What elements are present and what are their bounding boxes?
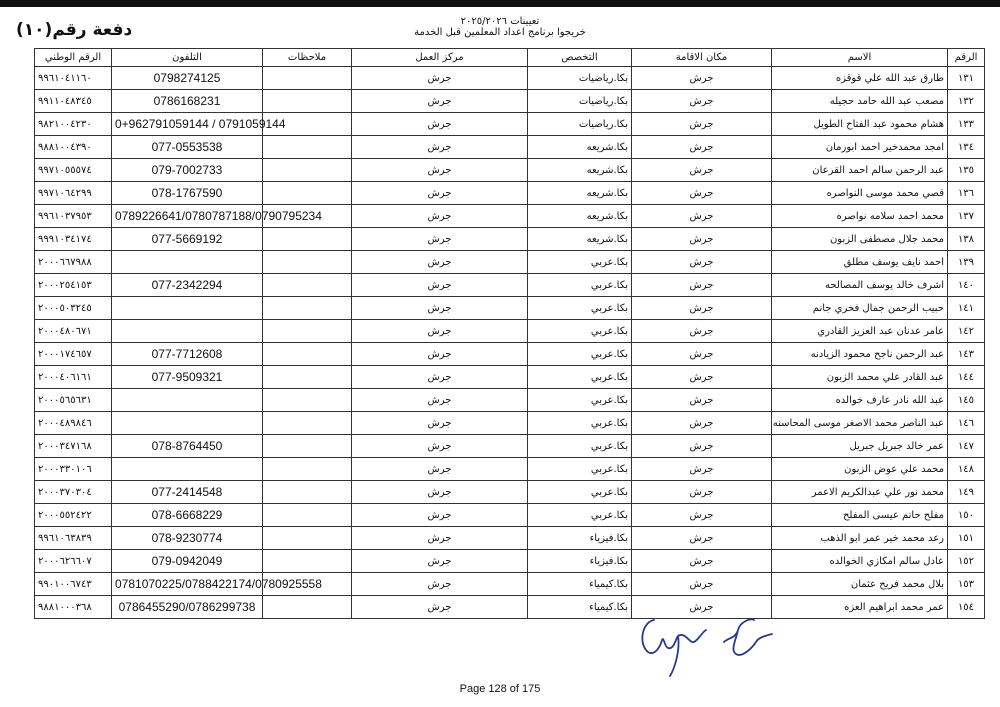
row-number: ١٥٢ (948, 550, 985, 573)
row-residence: جرش (632, 182, 772, 205)
table-row (35, 504, 985, 527)
row-specialty: بكا.عربي (528, 297, 632, 320)
row-residence: جرش (632, 90, 772, 113)
row-workplace: جرش (352, 251, 528, 274)
signature-image (632, 592, 782, 687)
row-phone: 077-2414548 (112, 481, 263, 504)
row-residence: جرش (632, 481, 772, 504)
row-specialty: بكا.كيمياء (528, 573, 632, 596)
row-workplace: جرش (352, 182, 528, 205)
row-number: ١٣٢ (948, 90, 985, 113)
row-national-id: ٢٠٠٠٣٣٠١٠٦ (35, 458, 112, 481)
row-national-id: ٩٩١١٠٤٨٣٤٥ (35, 90, 112, 113)
row-phone: 079-7002733 (112, 159, 263, 182)
row-specialty: بكا.فيزياء (528, 550, 632, 573)
row-workplace: جرش (352, 573, 528, 596)
row-workplace: جرش (352, 228, 528, 251)
row-phone: 079-0942049 (112, 550, 263, 573)
row-workplace: جرش (352, 67, 528, 90)
appointments-table (34, 48, 985, 619)
row-national-id: ٢٠٠٠٥٦٥٦٣١ (35, 389, 112, 412)
row-phone: 077-5669192 (112, 228, 263, 251)
col-header-notes: ملاحظات (263, 49, 352, 67)
row-residence: جرش (632, 343, 772, 366)
row-phone: 0+962791059144 / 0791059144 (112, 113, 263, 136)
header-title: تعيينات ٢٠٢٥/٢٠٢٦ (460, 16, 540, 27)
row-phone: 078-6668229 (112, 504, 263, 527)
row-residence: جرش (632, 228, 772, 251)
row-number: ١٤٦ (948, 412, 985, 435)
row-residence: جرش (632, 458, 772, 481)
row-specialty: بكا.عربي (528, 412, 632, 435)
row-number: ١٥٠ (948, 504, 985, 527)
row-workplace: جرش (352, 320, 528, 343)
row-phone: 077-9509321 (112, 366, 263, 389)
row-workplace: جرش (352, 366, 528, 389)
row-number: ١٣٤ (948, 136, 985, 159)
row-number: ١٥٤ (948, 596, 985, 619)
row-residence: جرش (632, 504, 772, 527)
row-residence: جرش (632, 366, 772, 389)
row-national-id: ٩٩٦١٠٣٧٩٥٣ (35, 205, 112, 228)
row-national-id: ٢٠٠٠٦٦٧٩٨٨ (35, 251, 112, 274)
col-header-workplace: مركز العمل (352, 49, 528, 67)
row-specialty: بكا.رياضيات (528, 67, 632, 90)
row-specialty: بكا.عربي (528, 458, 632, 481)
batch-label: دفعة رقم(١٠) (16, 20, 133, 40)
row-notes (263, 527, 352, 550)
row-name: عمر خالد جبريل جبريل (772, 435, 948, 458)
row-workplace: جرش (352, 159, 528, 182)
row-national-id: ٢٠٠٠٣٧٠٣٠٤ (35, 481, 112, 504)
row-specialty: بكا.فيزياء (528, 527, 632, 550)
row-number: ١٣١ (948, 67, 985, 90)
row-residence: جرش (632, 389, 772, 412)
row-name: عادل سالم امكازي الخوالده (772, 550, 948, 573)
row-national-id: ٢٠٠٠٤٠٦١٦١ (35, 366, 112, 389)
row-notes (263, 274, 352, 297)
row-residence: جرش (632, 251, 772, 274)
col-header-num: الرقم (948, 49, 985, 67)
table-row (35, 343, 985, 366)
col-header-specialty: التخصص (528, 49, 632, 67)
row-notes (263, 297, 352, 320)
row-name: مصعب عبد الله حامد حجيله (772, 90, 948, 113)
row-notes (263, 251, 352, 274)
row-national-id: ٢٠٠٠٦٢٦٦٠٧ (35, 550, 112, 573)
row-notes (263, 412, 352, 435)
row-notes (263, 90, 352, 113)
row-specialty: بكا.كيمياء (528, 596, 632, 619)
table-row (35, 113, 985, 136)
table-header-row (35, 49, 985, 67)
row-number: ١٥٣ (948, 573, 985, 596)
row-phone: 0781070225/0788422174/0780925558 (112, 573, 263, 596)
row-name: عبد الله نادر عارف خوالده (772, 389, 948, 412)
table-row (35, 67, 985, 90)
table-row (35, 573, 985, 596)
row-phone: 077-7712608 (112, 343, 263, 366)
row-workplace: جرش (352, 550, 528, 573)
row-residence: جرش (632, 320, 772, 343)
row-phone: 0786168231 (112, 90, 263, 113)
table-row (35, 159, 985, 182)
row-notes (263, 481, 352, 504)
row-notes (263, 159, 352, 182)
row-phone (112, 458, 263, 481)
row-name: رعد محمد خير عمر ابو الذهب (772, 527, 948, 550)
row-notes (263, 136, 352, 159)
row-phone (112, 297, 263, 320)
col-header-phone: التلفون (112, 49, 263, 67)
row-notes (263, 343, 352, 366)
row-phone: 0798274125 (112, 67, 263, 90)
col-header-residence: مكان الاقامة (632, 49, 772, 67)
row-number: ١٤٠ (948, 274, 985, 297)
table-row (35, 458, 985, 481)
row-workplace: جرش (352, 458, 528, 481)
row-name: طارق عبد الله علي قوقزه (772, 67, 948, 90)
row-residence: جرش (632, 297, 772, 320)
row-specialty: بكا.شريعه (528, 136, 632, 159)
row-specialty: بكا.عربي (528, 320, 632, 343)
row-specialty: بكا.عربي (528, 251, 632, 274)
row-number: ١٤٤ (948, 366, 985, 389)
row-name: عبد الرحمن سالم احمد القرعان (772, 159, 948, 182)
row-workplace: جرش (352, 297, 528, 320)
row-workplace: جرش (352, 389, 528, 412)
row-national-id: ٢٠٠٠١٧٤٦٥٧ (35, 343, 112, 366)
table-row (35, 251, 985, 274)
row-national-id: ٩٩٧١٠٦٤٢٩٩ (35, 182, 112, 205)
row-name: عبد الناصر محمد الاصغر موسى المحاسنه (772, 412, 948, 435)
row-workplace: جرش (352, 596, 528, 619)
row-notes (263, 504, 352, 527)
row-number: ١٤١ (948, 297, 985, 320)
row-specialty: بكا.رياضيات (528, 113, 632, 136)
page-number: Page 128 of 175 (459, 683, 541, 695)
row-workplace: جرش (352, 113, 528, 136)
row-phone (112, 389, 263, 412)
row-notes (263, 458, 352, 481)
row-national-id: ٢٠٠٠٢٥٤١٥٣ (35, 274, 112, 297)
table-row (35, 274, 985, 297)
row-notes (263, 228, 352, 251)
table-body (35, 67, 985, 619)
row-name: عمر محمد ابراهيم العزه (772, 596, 948, 619)
row-number: ١٥١ (948, 527, 985, 550)
table-row (35, 550, 985, 573)
row-specialty: بكا.عربي (528, 343, 632, 366)
row-national-id: ٩٩٧١٠٥٥٥٧٤ (35, 159, 112, 182)
row-name: عامر عدنان عبد العزيز القادري (772, 320, 948, 343)
row-phone: 0786455290/0786299738 (112, 596, 263, 619)
row-workplace: جرش (352, 274, 528, 297)
row-number: ١٤٥ (948, 389, 985, 412)
row-residence: جرش (632, 113, 772, 136)
row-workplace: جرش (352, 90, 528, 113)
row-number: ١٤٧ (948, 435, 985, 458)
row-specialty: بكا.شريعه (528, 205, 632, 228)
row-national-id: ٢٠٠٠٥٠٣٢٤٥ (35, 297, 112, 320)
table-row (35, 136, 985, 159)
row-national-id: ٩٨٢١٠٠٤٢٣٠ (35, 113, 112, 136)
row-specialty: بكا.عربي (528, 481, 632, 504)
row-specialty: بكا.رياضيات (528, 90, 632, 113)
row-residence: جرش (632, 435, 772, 458)
row-number: ١٣٩ (948, 251, 985, 274)
table-row (35, 228, 985, 251)
row-residence: جرش (632, 205, 772, 228)
row-notes (263, 550, 352, 573)
row-phone (112, 251, 263, 274)
row-national-id: ٩٩٦١٠٤١١٦٠ (35, 67, 112, 90)
row-specialty: بكا.شريعه (528, 159, 632, 182)
scan-top-edge (0, 0, 1000, 7)
table-row (35, 320, 985, 343)
row-national-id: ٩٨٨١٠٠٤٣٩٠ (35, 136, 112, 159)
row-notes (263, 320, 352, 343)
row-workplace: جرش (352, 412, 528, 435)
table-row (35, 596, 985, 619)
row-name: امجد محمدخير احمد ابورمان (772, 136, 948, 159)
row-number: ١٤٢ (948, 320, 985, 343)
row-number: ١٤٨ (948, 458, 985, 481)
row-phone: 077-0553538 (112, 136, 263, 159)
row-name: هشام محمود عبد الفتاح الطويل (772, 113, 948, 136)
row-residence: جرش (632, 412, 772, 435)
row-phone: 077-2342294 (112, 274, 263, 297)
table-row (35, 389, 985, 412)
row-residence: جرش (632, 596, 772, 619)
col-header-national-id: الرقم الوطني (35, 49, 112, 67)
row-residence: جرش (632, 550, 772, 573)
row-notes (263, 596, 352, 619)
table-row (35, 205, 985, 228)
row-specialty: بكا.شريعه (528, 182, 632, 205)
row-name: احمد نايف يوسف مطلق (772, 251, 948, 274)
row-workplace: جرش (352, 343, 528, 366)
row-residence: جرش (632, 67, 772, 90)
row-specialty: بكا.عربي (528, 435, 632, 458)
row-name: محمد علي عوض الزبون (772, 458, 948, 481)
row-national-id: ٢٠٠٠٣٤٧١٦٨ (35, 435, 112, 458)
row-notes (263, 389, 352, 412)
row-number: ١٣٥ (948, 159, 985, 182)
row-number: ١٣٣ (948, 113, 985, 136)
row-name: عبد القادر علي محمد الزبون (772, 366, 948, 389)
row-specialty: بكا.عربي (528, 389, 632, 412)
header-subtitle: خريجوا برنامج اعداد المعلمين قبل الخدمة (414, 27, 586, 38)
table-row (35, 366, 985, 389)
document-header (0, 16, 1000, 38)
table-row (35, 435, 985, 458)
row-national-id: ٩٩٠١٠٠٦٧٤٣ (35, 573, 112, 596)
row-name: عبد الرحمن ناجح محمود الزيادنه (772, 343, 948, 366)
row-national-id: ٢٠٠٠٤٨٩٨٤٦ (35, 412, 112, 435)
row-number: ١٤٣ (948, 343, 985, 366)
row-notes (263, 67, 352, 90)
col-header-name: الاسم (772, 49, 948, 67)
row-name: اشرف خالد يوسف المصالحه (772, 274, 948, 297)
row-name: قصي محمد موسى النواصره (772, 182, 948, 205)
row-name: حبيب الرحمن جمال فخري جانم (772, 297, 948, 320)
row-residence: جرش (632, 573, 772, 596)
row-specialty: بكا.عربي (528, 274, 632, 297)
row-phone: 078-8764450 (112, 435, 263, 458)
row-national-id: ٩٨٨١٠٠٠٣٦٨ (35, 596, 112, 619)
row-name: محمد احمد سلامه نواصره (772, 205, 948, 228)
row-name: محمد نور علي عبدالكريم الاعمر (772, 481, 948, 504)
row-specialty: بكا.عربي (528, 504, 632, 527)
row-name: بلال محمد فريح عثمان (772, 573, 948, 596)
row-residence: جرش (632, 274, 772, 297)
row-workplace: جرش (352, 205, 528, 228)
row-phone: 078-9230774 (112, 527, 263, 550)
row-name: محمد جلال مصطفى الزبون (772, 228, 948, 251)
row-specialty: بكا.شريعه (528, 228, 632, 251)
row-workplace: جرش (352, 435, 528, 458)
row-residence: جرش (632, 136, 772, 159)
row-residence: جرش (632, 527, 772, 550)
row-notes (263, 435, 352, 458)
row-national-id: ٢٠٠٠٤٨٠٦٧١ (35, 320, 112, 343)
row-number: ١٤٩ (948, 481, 985, 504)
row-national-id: ٩٩٦١٠٦٣٨٣٩ (35, 527, 112, 550)
table-row (35, 90, 985, 113)
row-workplace: جرش (352, 481, 528, 504)
table-row (35, 481, 985, 504)
row-name: مفلح حاتم عيسى المفلح (772, 504, 948, 527)
row-workplace: جرش (352, 527, 528, 550)
row-number: ١٣٦ (948, 182, 985, 205)
row-national-id: ٢٠٠٠٥٥٢٤٢٢ (35, 504, 112, 527)
table-row (35, 297, 985, 320)
table-row (35, 182, 985, 205)
row-residence: جرش (632, 159, 772, 182)
row-workplace: جرش (352, 504, 528, 527)
table-row (35, 412, 985, 435)
row-workplace: جرش (352, 136, 528, 159)
row-number: ١٣٧ (948, 205, 985, 228)
table-row (35, 527, 985, 550)
row-notes (263, 366, 352, 389)
row-phone: 078-1767590 (112, 182, 263, 205)
row-number: ١٣٨ (948, 228, 985, 251)
row-phone (112, 320, 263, 343)
row-specialty: بكا.عربي (528, 366, 632, 389)
row-notes (263, 182, 352, 205)
row-national-id: ٩٩٩١٠٣٤١٧٤ (35, 228, 112, 251)
row-phone: 0789226641/0780787188/0790795234 (112, 205, 263, 228)
row-phone (112, 412, 263, 435)
